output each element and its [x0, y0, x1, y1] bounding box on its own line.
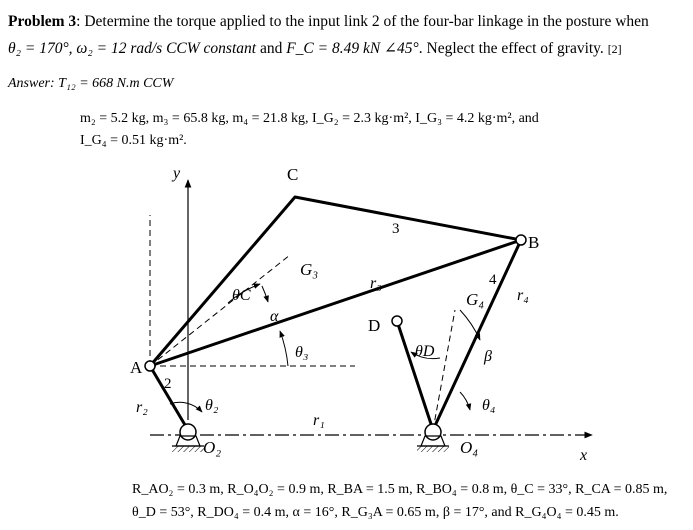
- geometry-values: [132, 478, 692, 524]
- ground-pivot-o4: [417, 424, 449, 452]
- problem-marks: [2]: [607, 42, 622, 56]
- problem-condition: θ₂ = 170°, ω₂ = 12 rad/s CCW constant: [8, 40, 257, 57]
- label-point-b: B: [528, 233, 540, 252]
- label-point-a: A: [130, 358, 143, 377]
- ground-pivot-o2: [172, 424, 204, 452]
- problem-statement: [8, 8, 688, 63]
- theta-4-arc: [460, 392, 470, 410]
- label-y-axis: y: [173, 165, 181, 182]
- answer-line: [8, 76, 173, 92]
- label-theta-2: θ₂: [205, 397, 219, 414]
- link-3: [150, 197, 521, 366]
- geometry-line-1: R_AO₂ = 0.3 m, R_O₄O₂ = 0.9 m, R_BA = 1.5 m, R_BO₄ = 0.8 m, θ_C = 33°, R_CA = 0.85 m,: [132, 482, 668, 497]
- answer-value: T₁₂ = 668 N.m CCW: [58, 76, 174, 91]
- label-x-axis: x: [580, 447, 588, 464]
- label-theta-d: θD: [415, 343, 435, 360]
- params-line-1: m₂ = 5.2 kg, m₃ = 65.8 kg, m₄ = 21.8 kg, I_G₂ = 2.3 kg·m², I_G₃ = 4.2 kg·m², and: [80, 111, 539, 126]
- label-r2: r₂: [136, 399, 148, 416]
- label-link-2: 2: [164, 376, 172, 392]
- label-r4: r₄: [517, 287, 529, 304]
- params-line-2: I_G₄ = 0.51 kg·m².: [80, 133, 187, 148]
- problem-force: F_C = 8.49 kN ∠45°: [286, 40, 419, 57]
- joint-b: [516, 235, 526, 245]
- answer-label: Answer:: [8, 76, 55, 91]
- label-theta-4: θ₄: [482, 397, 496, 414]
- label-alpha: α: [270, 308, 279, 325]
- mass-inertia-parameters: [80, 108, 680, 152]
- label-point-c: C: [287, 165, 299, 184]
- problem-label: Problem 3: [8, 13, 77, 30]
- label-point-d: D: [368, 316, 381, 335]
- label-theta-3: θ₃: [295, 344, 309, 361]
- construction-o4-g4: [433, 310, 455, 430]
- label-r3: r₃: [370, 275, 382, 292]
- label-theta-c: θC: [232, 287, 251, 304]
- link-4: [397, 240, 521, 430]
- label-o2: O₂: [203, 438, 222, 457]
- label-g3: G₃: [300, 260, 319, 279]
- construction-a-g3: [150, 255, 290, 366]
- problem-text-2: . Neglect the effect of gravity.: [418, 40, 604, 57]
- problem-and: and: [256, 40, 287, 57]
- joint-d: [392, 316, 402, 326]
- four-bar-linkage-diagram: [0, 160, 693, 478]
- label-o4: O₄: [460, 438, 479, 457]
- label-beta: β: [484, 348, 492, 365]
- label-r1: r₁: [313, 412, 325, 429]
- alpha-arc: [262, 286, 268, 302]
- theta-3-arc: [280, 331, 288, 366]
- problem-text-1: : Determine the torque applied to the input link 2 of the four-bar linkage in the posture when: [76, 13, 649, 30]
- label-link-3: 3: [392, 221, 400, 237]
- label-link-4: 4: [489, 272, 497, 288]
- geometry-line-2: θ_D = 53°, R_DO₄ = 0.4 m, α = 16°, R_G₃A = 0.65 m, β = 17°, and R_G₄O₄ = 0.45 m.: [132, 505, 619, 520]
- joint-a: [145, 361, 155, 371]
- label-g4: G₄: [466, 290, 485, 309]
